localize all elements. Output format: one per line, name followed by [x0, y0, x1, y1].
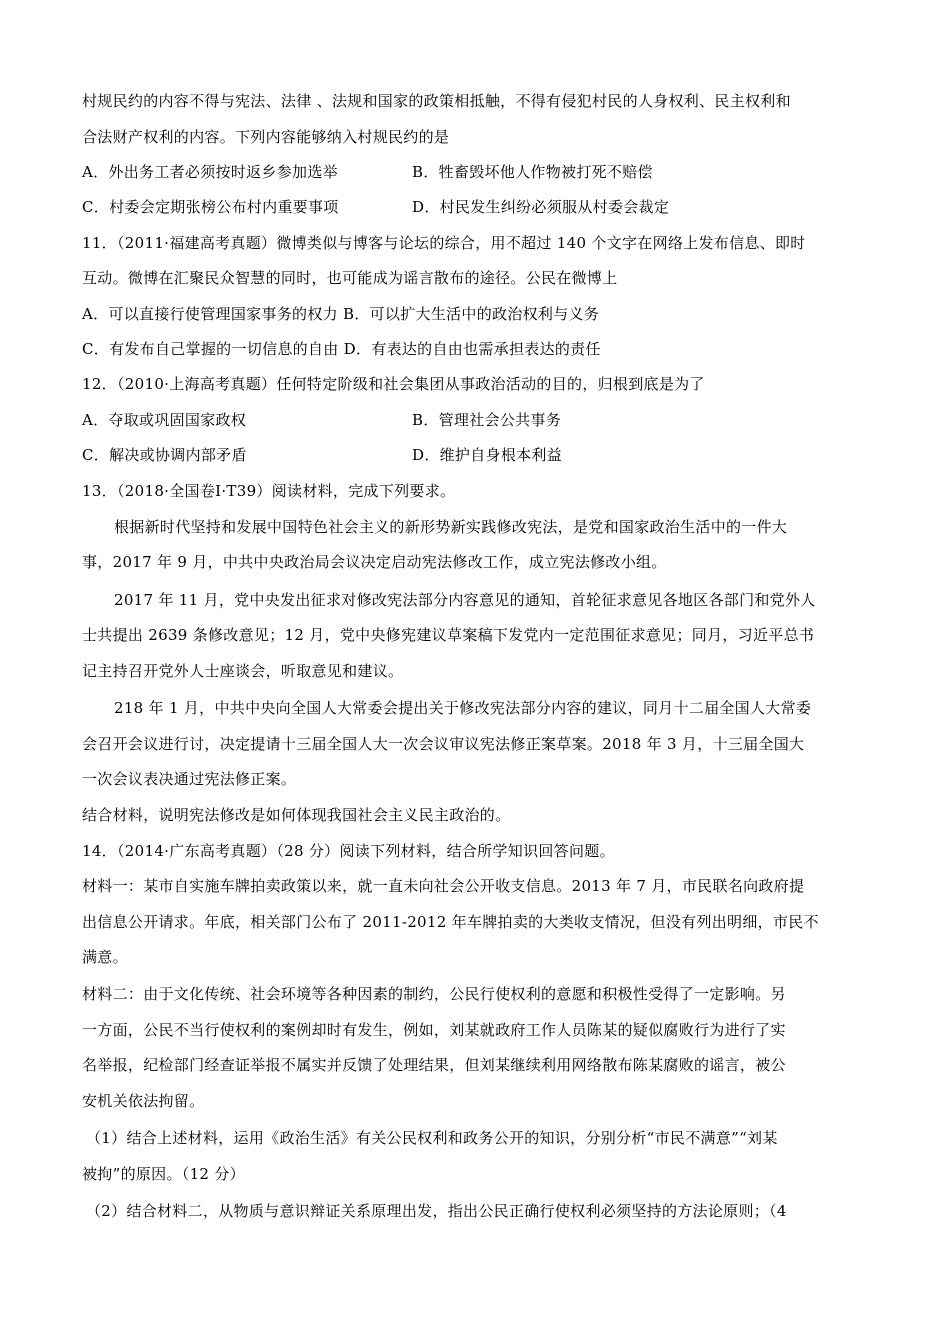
q14-stem: 14．（2014·广东高考真题）（28 分）阅读下列材料，结合所学知识回答问题。: [82, 842, 615, 860]
q12-option-d: D．维护自身根本利益: [412, 446, 563, 464]
q11-stem-line1: 11．（2011·福建高考真题）微博类似与博客与论坛的综合，用不超过 140 个文字在网络上发布信息、即时: [82, 234, 806, 252]
q14-material2-line1: 材料二：由于文化传统、社会环境等各种因素的制约，公民行使权利的意愿和积极性受得了一定影响。另: [82, 985, 786, 1003]
q10-stem-line2: 合法财产权利的内容。下列内容能够纳入村规民约的是: [82, 128, 450, 146]
q10-stem-line1: 村规民约的内容不得与宪法、法律 、法规和国家的政策相抵触，不得有侵犯村民的人身权利、民主权利和: [82, 92, 791, 110]
q14-subquestion1-line2: 被拘”的原因。（12 分）: [82, 1165, 245, 1183]
q14-material2-line3: 名举报，纪检部门经查证举报不属实并反馈了处理结果，但刘某继续利用网络散布陈某腐败的谣言，被公: [82, 1056, 786, 1074]
q13-stem: 13．（2018·全国卷Ⅰ·T39）阅读材料，完成下列要求。: [82, 482, 456, 500]
q13-paragraph1-line2: 事，2017 年 9 月，中共中央政治局会议决定启动宪法修改工作，成立宪法修改小组。: [82, 553, 667, 571]
q10-option-d: D．村民发生纠纷必须服从村委会裁定: [412, 198, 670, 216]
q11-option-cd: C．有发布自己掌握的一切信息的自由 D．有表达的自由也需承担表达的责任: [82, 340, 601, 358]
q14-material2-line2: 一方面，公民不当行使权利的案例却时有发生，例如，刘某就政府工作人员陈某的疑似腐败行为进行了实: [82, 1021, 786, 1039]
q11-stem-line2: 互动。微博在汇聚民众智慧的同时，也可能成为谣言散布的途径。公民在微博上: [82, 269, 618, 287]
q12-stem: 12．（2010·上海高考真题）任何特定阶级和社会集团从事政治活动的目的，归根到底是为了: [82, 375, 705, 393]
q14-subquestion2-line1: （2）结合材料二，从物质与意识辩证关系原理出发，指出公民正确行使权利必须坚持的方法论原则；（4: [86, 1202, 787, 1220]
q12-option-c: C．解决或协调内部矛盾: [82, 446, 247, 464]
q13-question: 结合材料，说明宪法修改是如何体现我国社会主义民主政治的。: [82, 806, 511, 824]
q11-option-ab: A．可以直接行使管理国家事务的权力 B．可以扩大生活中的政治权利与义务: [82, 305, 600, 323]
q13-paragraph2-line1: 2017 年 11 月，党中央发出征求对修改宪法部分内容意见的通知，首轮征求意见各地区各部门和党外人: [114, 591, 816, 609]
q14-material2-line4: 安机关依法拘留。: [82, 1092, 205, 1110]
q13-paragraph1-line1: 根据新时代坚持和发展中国特色社会主义的新形势新实践修改宪法，是党和国家政治生活中的一件大: [114, 518, 788, 536]
q12-option-a: A．夺取或巩固国家政权: [82, 411, 247, 429]
q14-material1-line2: 出信息公开请求。年底，相关部门公布了 2011-2012 年车牌拍卖的大类收支情况，但没有列出明细，市民不: [82, 913, 819, 931]
q14-material1-line1: 材料一：某市自实施车牌拍卖政策以来，就一直未向社会公开收支信息。2013 年 7 月，市民联名向政府提: [82, 877, 805, 895]
q10-option-c: C．村委会定期张榜公布村内重要事项: [82, 198, 339, 216]
q13-paragraph3-line1: 218 年 1 月，中共中央向全国人大常委会提出关于修改宪法部分内容的建议，同月十二届全国人大常委: [114, 699, 812, 717]
q13-paragraph3-line3: 一次会议表决通过宪法修正案。: [82, 770, 297, 788]
q13-paragraph2-line3: 记主持召开党外人士座谈会，听取意见和建议。: [82, 662, 404, 680]
q12-option-b: B．管理社会公共事务: [412, 411, 562, 429]
q10-option-a: A．外出务工者必须按时返乡参加选举: [82, 163, 338, 181]
q10-option-b: B．牲畜毁坏他人作物被打死不赔偿: [412, 163, 653, 181]
q13-paragraph2-line2: 士共提出 2639 条修改意见；12 月，党中央修宪建议草案稿下发党内一定范围征求意见；同月，习近平总书: [82, 626, 815, 644]
q13-paragraph3-line2: 会召开会议进行讨，决定提请十三届全国人大一次会议审议宪法修正案草案。2018 年 3 月，十三届全国大: [82, 735, 805, 753]
q14-material1-line3: 满意。: [82, 948, 128, 966]
q14-subquestion1-line1: （1）结合上述材料，运用《政治生活》有关公民权利和政务公开的知识，分别分析“市民不满意”“刘某: [86, 1129, 778, 1147]
